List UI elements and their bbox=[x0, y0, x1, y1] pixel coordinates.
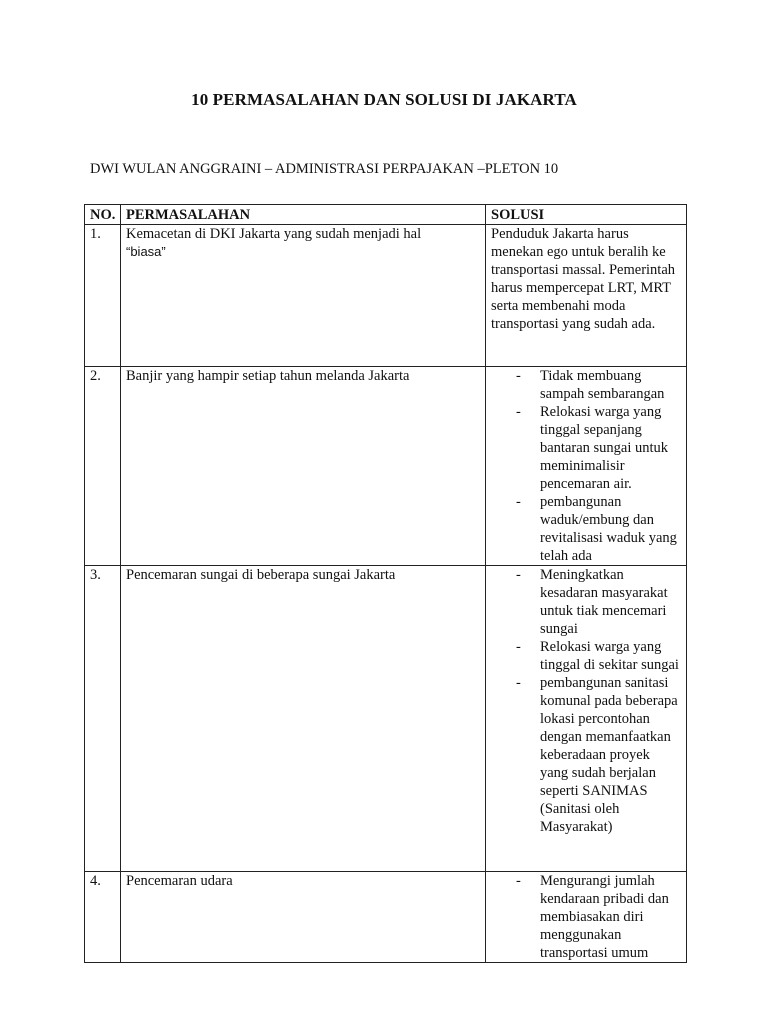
problems-solutions-table bbox=[84, 204, 687, 963]
header-no: NO. bbox=[85, 205, 121, 225]
solution-cell bbox=[486, 872, 687, 963]
row-number: 1. bbox=[85, 225, 121, 367]
solution-list bbox=[491, 872, 681, 962]
solution-list bbox=[491, 367, 681, 565]
table-row bbox=[85, 367, 687, 566]
table-header-row bbox=[85, 205, 687, 225]
row-number: 4. bbox=[85, 872, 121, 963]
problem-cell: Pencemaran sungai di beberapa sungai Jakarta bbox=[121, 566, 486, 872]
solution-text: Penduduk Jakarta harus menekan ego untuk beralih ke transportasi massal. Pemerintah harus mempercepat LRT, MRT serta membenahi moda transportasi yang sudah ada. bbox=[491, 226, 676, 332]
page-title: 10 PERMASALAHAN DAN SOLUSI DI JAKARTA bbox=[191, 90, 577, 109]
solution-cell bbox=[486, 566, 687, 872]
solution-item: - Relokasi warga yang tinggal di sekitar sungai bbox=[516, 639, 679, 673]
solution-item: - Meningkatkan kesadaran masyarakat untuk tiak mencemari sungai bbox=[516, 567, 668, 637]
table-row bbox=[85, 566, 687, 872]
problem-cell bbox=[121, 225, 486, 367]
problem-cell: Pencemaran udara bbox=[121, 872, 486, 963]
solution-item: - pembangunan sanitasi komunal pada beberapa lokasi percontohan dengan memanfaatkan keberadaan proyek yang sudah berjalan seperti SANIMAS (Sanitasi oleh Masyarakat) bbox=[516, 675, 678, 835]
table-row bbox=[85, 872, 687, 963]
solution-item: - Tidak membuang sampah sembarangan bbox=[516, 368, 665, 402]
table-row bbox=[85, 225, 687, 367]
problem-text-line2: “biasa” bbox=[126, 244, 166, 259]
solution-item: - pembangunan waduk/embung dan revitalisasi waduk yang telah ada bbox=[516, 494, 677, 564]
solution-cell bbox=[486, 225, 687, 367]
header-problem: PERMASALAHAN bbox=[121, 205, 486, 225]
solution-list bbox=[491, 566, 681, 836]
author-line: DWI WULAN ANGGRAINI – ADMINISTRASI PERPAJAKAN –PLETON 10 bbox=[90, 161, 559, 177]
solution-item: - Mengurangi jumlah kendaraan pribadi dan membiasakan diri menggunakan transportasi umum bbox=[516, 873, 669, 961]
row-number: 2. bbox=[85, 367, 121, 566]
row-number: 3. bbox=[85, 566, 121, 872]
problem-cell: Banjir yang hampir setiap tahun melanda Jakarta bbox=[121, 367, 486, 566]
header-solution: SOLUSI bbox=[486, 205, 687, 225]
problem-text: Kemacetan di DKI Jakarta yang sudah menjadi hal bbox=[126, 226, 422, 242]
solution-item: - Relokasi warga yang tinggal sepanjang bantaran sungai untuk meminimalisir pencemaran air. bbox=[516, 404, 669, 492]
solution-cell bbox=[486, 367, 687, 566]
